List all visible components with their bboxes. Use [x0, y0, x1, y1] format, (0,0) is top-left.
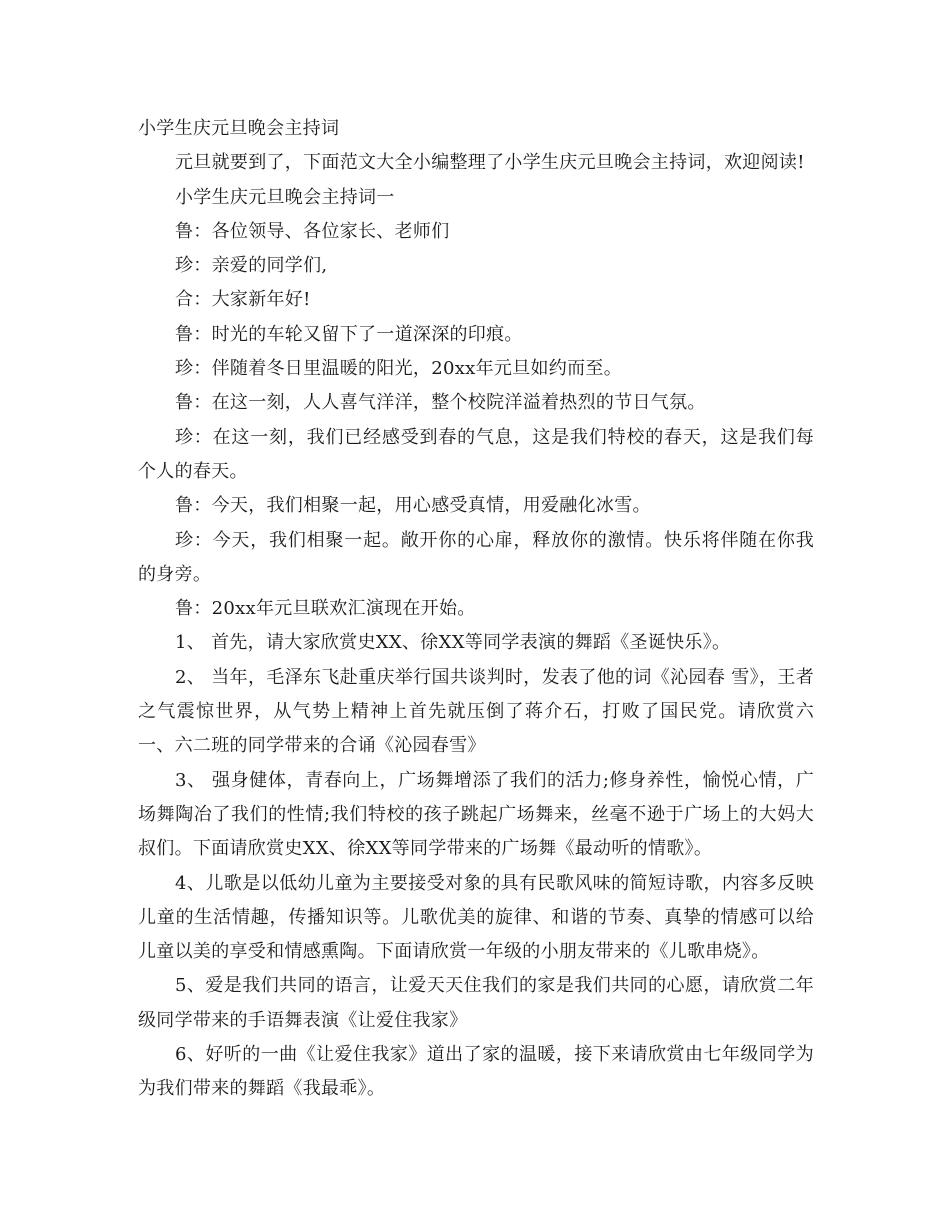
program-item: 3、 强身健体，青春向上，广场舞增添了我们的活力;修身养性，愉悦心情，广场舞陶冶了我们的性情;我们特校的孩子跳起广场舞来，丝毫不逊于广场上的大妈大叔们。下面请欣赏史XX、徐XX等同学带来的广场舞《最动听的情歌》。 — [138, 769, 814, 860]
dialogue-line: 珍：伴随着冬日里温暖的阳光，20xx年元旦如约而至。 — [175, 358, 623, 380]
program-item: 6、好听的一曲《让爱住我家》道出了家的温暖，接下来请欣赏由七年级同学为为我们带来的舞蹈《我最乖》。 — [138, 1044, 814, 1100]
program-item: 1、 首先，请大家欣赏史XX、徐XX等同学表演的舞蹈《圣诞快乐》。 — [175, 632, 731, 654]
program-item: 4、儿歌是以低幼儿童为主要接受对象的具有民歌风味的简短诗歌，内容多反映儿童的生活情趣，传播知识等。儿歌优美的旋律、和谐的节奏、真挚的情感可以给儿童以美的享受和情感熏陶。下面请欣赏一年级的小朋友带来的《儿歌串烧》。 — [138, 872, 814, 963]
dialogue-line: 鲁：20xx年元旦联欢汇演现在开始。 — [175, 598, 476, 620]
dialogue-line: 鲁：在这一刻，人人喜气洋洋，整个校院洋溢着热烈的节日气氛。 — [175, 392, 706, 414]
program-item: 2、 当年，毛泽东飞赴重庆举行国共谈判时，发表了他的词《沁园春 雪》，王者之气震惊世界，从气势上精神上首先就压倒了蒋介石，打败了国民党。请欣赏六一、六二班的同学带来的合诵《沁园春雪》 — [138, 666, 814, 757]
dialogue-line: 珍：在这一刻，我们已经感受到春的气息，这是我们特校的春天，这是我们每个人的春天。 — [138, 426, 814, 482]
section-heading: 小学生庆元旦晚会主持词一 — [175, 186, 395, 208]
document-title: 小学生庆元旦晚会主持词 — [138, 118, 340, 139]
dialogue-line: 鲁：今天，我们相聚一起，用心感受真情，用爱融化冰雪。 — [175, 495, 651, 517]
dialogue-line: 合：大家新年好! — [175, 289, 311, 311]
paragraph-intro: 元旦就要到了，下面范文大全小编整理了小学生庆元旦晚会主持词，欢迎阅读! — [175, 152, 805, 174]
dialogue-line: 鲁：时光的车轮又留下了一道深深的印痕。 — [175, 323, 523, 345]
document-body — [138, 112, 814, 1107]
dialogue-line: 珍：今天，我们相聚一起。敞开你的心扉，释放你的激情。快乐将伴随在你我的身旁。 — [138, 529, 814, 585]
dialogue-line: 鲁：各位领导、各位家长、老师们 — [175, 220, 450, 242]
dialogue-line: 珍：亲爱的同学们, — [175, 255, 328, 277]
program-item: 5、爱是我们共同的语言，让爱天天住我们的家是我们共同的心愿，请欣赏二年级同学带来的手语舞表演《让爱住我家》 — [138, 975, 814, 1031]
